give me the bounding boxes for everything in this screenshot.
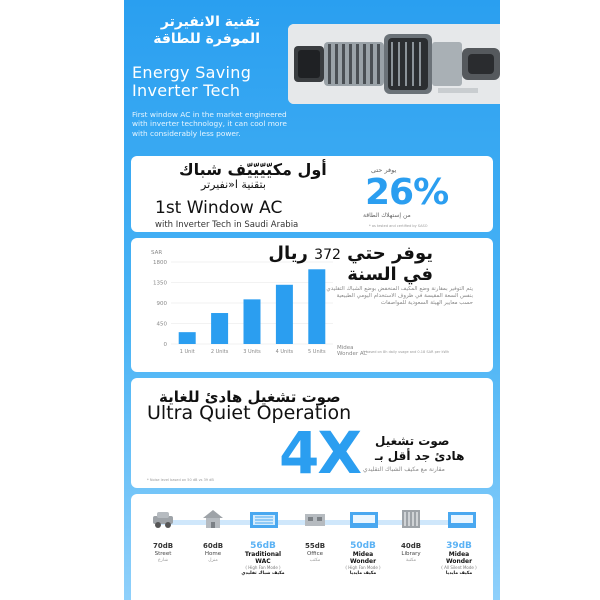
saving-percent: 26%: [365, 172, 449, 213]
quiet-footnote: * Noise level based on 50 dB vs 39 dB: [147, 478, 214, 482]
chart-bar: [244, 299, 261, 344]
x-tick-label: 3 Units: [243, 349, 261, 355]
inverter-motor-image: [288, 24, 500, 104]
home-icon: [201, 508, 225, 530]
first-window-ac-card: [131, 156, 493, 232]
noise-db-value: 40dB: [400, 542, 422, 550]
hero-title-en-line2: Inverter Tech: [132, 81, 241, 100]
noise-label-ar: مكيف مايديا: [445, 571, 473, 576]
noise-db-value: 56dB: [250, 541, 276, 551]
hero-title-en: [132, 64, 251, 100]
hero-title-ar-line2: الموفرة للطاقة: [153, 31, 260, 47]
noise-scale-item: [139, 542, 187, 564]
chart-bar: [179, 332, 196, 344]
savings-title-ar: [268, 244, 433, 285]
first-window-subtitle-en: with Inverter Tech in Saudi Arabia: [155, 220, 299, 230]
noise-scale-item: [291, 542, 339, 564]
noise-sublabel: ( All Silent Mode ): [441, 565, 477, 570]
y-tick-label: 900: [156, 301, 167, 307]
noise-label-ar: مكتب: [309, 558, 321, 563]
savings-title-ar-line1: [268, 244, 433, 265]
noise-label-ar: مكتبة: [405, 558, 417, 563]
noise-label: Home: [204, 551, 222, 557]
first-window-subtitle-ar: بتقنية ا«نفيرتر: [201, 178, 266, 191]
quiet-factor: 4X: [279, 419, 361, 487]
x-tick-label: 2 Units: [210, 349, 229, 355]
window-ac-icon: [249, 508, 279, 530]
hero-description: First window AC in the market engineered with inverter technology, it can cool more with considerably less power.: [132, 110, 287, 138]
midea-ac-icon: [349, 508, 379, 530]
noise-scale-card: [131, 494, 493, 600]
quiet-title-ar: صوت تشغيل هادئ للغاية: [159, 388, 341, 406]
noise-scale-item: [239, 542, 287, 577]
office-icon: [303, 508, 327, 530]
hero-title-ar-line1: تقنية الانفيرتر: [160, 14, 260, 30]
noise-label: Office: [306, 551, 324, 557]
savings-amount: 372: [314, 247, 341, 263]
noise-label: Traditional WAC: [244, 551, 282, 565]
y-axis-label: SAR: [151, 250, 163, 256]
noise-label: Midea Wonder: [445, 551, 473, 565]
product-infographic: [124, 0, 500, 600]
midea-silent-ac-icon: [447, 508, 477, 530]
noise-scale-item: [387, 542, 435, 564]
noise-db-value: 39dB: [446, 541, 472, 551]
first-window-title-ar: أول مكيّيّيّيّف شباك: [179, 160, 327, 179]
savings-note-ar: يتم التوفير بمقارنة وضع المكيف المنخفض بوضع الشباك التقليدي بنفس السعة المقيسة في ظروف الاستخدام اليومي الطبيعية حسب معايير الهيئة السعودية للمواصفات: [326, 286, 473, 306]
savings-chart-card: [131, 238, 493, 372]
noise-db-value: 50dB: [350, 541, 376, 551]
noise-label: Midea Wonder: [349, 551, 377, 565]
chart-end-label-2: Wonder AC: [337, 351, 368, 357]
saving-sub-ar: من إستهلاك الطاقة: [363, 212, 411, 219]
quiet-sub-ar-line3: مقارنة مع مكيف الشباك التقليدي: [363, 466, 445, 473]
quiet-operation-card: [131, 378, 493, 488]
savings-title-ar-line2: في السنة: [347, 264, 433, 285]
noise-label: Library: [401, 551, 421, 557]
hero-title-ar: [134, 14, 260, 48]
noise-scale-item: [339, 542, 387, 577]
x-tick-label: 4 Units: [275, 349, 294, 355]
noise-scale-item: [189, 542, 237, 564]
savings-title-part1: يوفر حتي: [347, 243, 433, 264]
y-tick-label: 1350: [153, 280, 167, 287]
quiet-title-en: Ultra Quiet Operation: [147, 402, 352, 424]
noise-db-value: 55dB: [304, 542, 326, 550]
noise-sublabel: ( High Fan Mode ): [245, 565, 281, 570]
saving-label-ar: يوفر حتى: [371, 166, 397, 174]
savings-currency: ريال: [268, 243, 308, 264]
chart-bar: [211, 313, 228, 344]
noise-label-ar: منزل: [208, 558, 218, 563]
y-tick-label: 450: [156, 321, 167, 328]
noise-label-ar: شارع: [158, 558, 168, 563]
inverter-motor-icon: [288, 24, 500, 104]
noise-label-ar: مكيف مايديا: [349, 571, 377, 576]
noise-db-value: 60dB: [202, 542, 224, 550]
noise-label: Street: [154, 551, 172, 557]
library-icon: [399, 508, 423, 530]
car-icon: [151, 508, 175, 530]
y-tick-label: 0: [163, 342, 167, 348]
first-window-footnote: * as tested and certified by SASO: [369, 224, 428, 228]
quiet-sub-ar-line1: صوت تشغيل: [375, 434, 450, 448]
x-tick-label: 5 Units: [308, 349, 326, 355]
y-tick-label: 1800: [153, 260, 167, 266]
noise-label-ar: مكيف شباك تقليدي: [241, 571, 285, 576]
chart-bar: [276, 285, 293, 344]
chart-end-label-1: Midea: [337, 345, 354, 351]
x-tick-label: 1 Unit: [179, 349, 195, 355]
first-window-title-en: 1st Window AC: [155, 198, 283, 218]
savings-footnote: * based on 8h daily usage and 0.18 SAR per kWh: [363, 350, 450, 354]
noise-sublabel: ( High Fan Mode ): [345, 565, 381, 570]
noise-scale-item: [435, 542, 483, 577]
quiet-sub-ar-line2: هادئ جد أقل بـ: [375, 449, 465, 463]
hero-title-en-line1: Energy Saving: [132, 63, 252, 82]
noise-db-value: 70dB: [152, 542, 174, 550]
